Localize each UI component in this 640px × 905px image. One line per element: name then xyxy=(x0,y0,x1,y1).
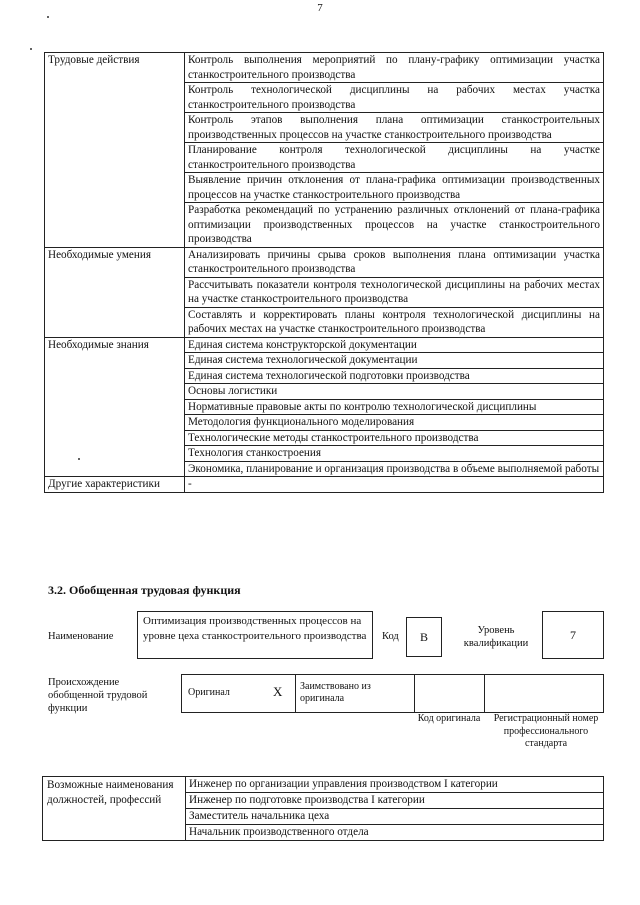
table-cell: Технологические методы станкостроительного производства xyxy=(185,430,604,446)
table-cell: Выявление причин отклонения от плана-графика оптимизации производственных процессов на участке станкостроительного производства xyxy=(185,173,604,203)
job-titles-label: Возможные наименования должностей, профессий xyxy=(43,777,186,841)
row-group-label: Необходимые знания xyxy=(45,337,185,477)
table-cell: Рассчитывать показатели контроля технологической дисциплины на рабочих местах на участке станкостроительного производства xyxy=(185,277,604,307)
table-cell: Планирование контроля технологической дисциплины на участке станкостроительного производства xyxy=(185,143,604,173)
original-mark: X xyxy=(273,684,283,699)
table-cell: Методология функционального моделирования xyxy=(185,415,604,431)
name-value: Оптимизация производственных процессов на уровне цеха станкостроительного производства xyxy=(143,615,367,642)
table-cell: Экономика, планирование и организация производства в объеме выполняемой работы xyxy=(185,461,604,477)
code-original-label: Код оригинала xyxy=(417,713,481,724)
row-group-label: Другие характеристики xyxy=(45,477,185,493)
borrowed-label: Заимствовано из оригинала xyxy=(300,681,371,704)
table-row xyxy=(45,337,604,353)
table-cell: Нормативные правовые акты по контролю технологической дисциплины xyxy=(185,399,604,415)
job-title: Начальник производственного отдела xyxy=(189,826,369,838)
table-cell: Основы логистики xyxy=(185,384,604,400)
job-title: Инженер по организации управления производством I категории xyxy=(186,777,603,793)
scan-speck xyxy=(30,48,32,50)
name-label: Наименование xyxy=(48,631,114,642)
divider xyxy=(484,675,485,712)
row-group-label: Трудовые действия xyxy=(45,53,185,248)
table-cell: Единая система технологической документации xyxy=(185,353,604,369)
table-cell: Анализировать причины срыва сроков выполнения плана оптимизации участка станкостроительного производства xyxy=(185,247,604,277)
job-titles-table xyxy=(42,776,604,841)
row-group-label: Необходимые умения xyxy=(45,247,185,337)
code-label: Код xyxy=(382,631,399,642)
table-cell: Единая система конструкторской документации xyxy=(185,337,604,353)
level-label: Уровень квалификации xyxy=(463,625,529,649)
origin-label: Происхождение обобщенной трудовой функции xyxy=(48,677,148,714)
page-number: 7 xyxy=(317,2,323,14)
job-title: Заместитель начальника цеха xyxy=(186,809,603,825)
table-row xyxy=(45,247,604,277)
table-cell: Составлять и корректировать планы контроля технологической дисциплины на рабочих местах на участке станкостроительного производства xyxy=(185,307,604,337)
scan-speck xyxy=(47,16,49,18)
table-cell: Контроль технологической дисциплины на рабочих местах участка станкостроительного производства xyxy=(185,83,604,113)
section-heading: 3.2. Обобщенная трудовая функция xyxy=(48,583,241,597)
code-value: B xyxy=(419,629,428,644)
job-title: Инженер по подготовке производства I категории xyxy=(186,793,603,809)
name-value-box xyxy=(137,611,373,659)
original-label: Оригинал xyxy=(188,687,230,698)
reg-number-label: Регистрационный номер профессионального стандарта xyxy=(493,713,599,749)
divider xyxy=(295,675,296,712)
table-cell: Контроль выполнения мероприятий по плану-графику оптимизации участка станкостроительного производства xyxy=(185,53,604,83)
table-row xyxy=(45,477,604,493)
job-titles-list xyxy=(186,777,604,841)
table-cell: - xyxy=(185,477,604,493)
table-cell: Контроль этапов выполнения плана оптимизации станкостроительных производственных процессов на участке станкостроительного производства xyxy=(185,113,604,143)
level-value: 7 xyxy=(570,627,576,642)
table-row xyxy=(45,53,604,83)
divider xyxy=(414,675,415,712)
labor-function-table xyxy=(44,52,604,493)
code-box xyxy=(406,617,442,657)
table-cell: Технология станкостроения xyxy=(185,446,604,462)
level-box xyxy=(542,611,604,659)
table-cell: Разработка рекомендаций по устранению различных отклонений от плана-графика оптимизации производственных процессов на участке станкостроительного производства xyxy=(185,203,604,248)
table-cell: Единая система технологической подготовки производства xyxy=(185,368,604,384)
